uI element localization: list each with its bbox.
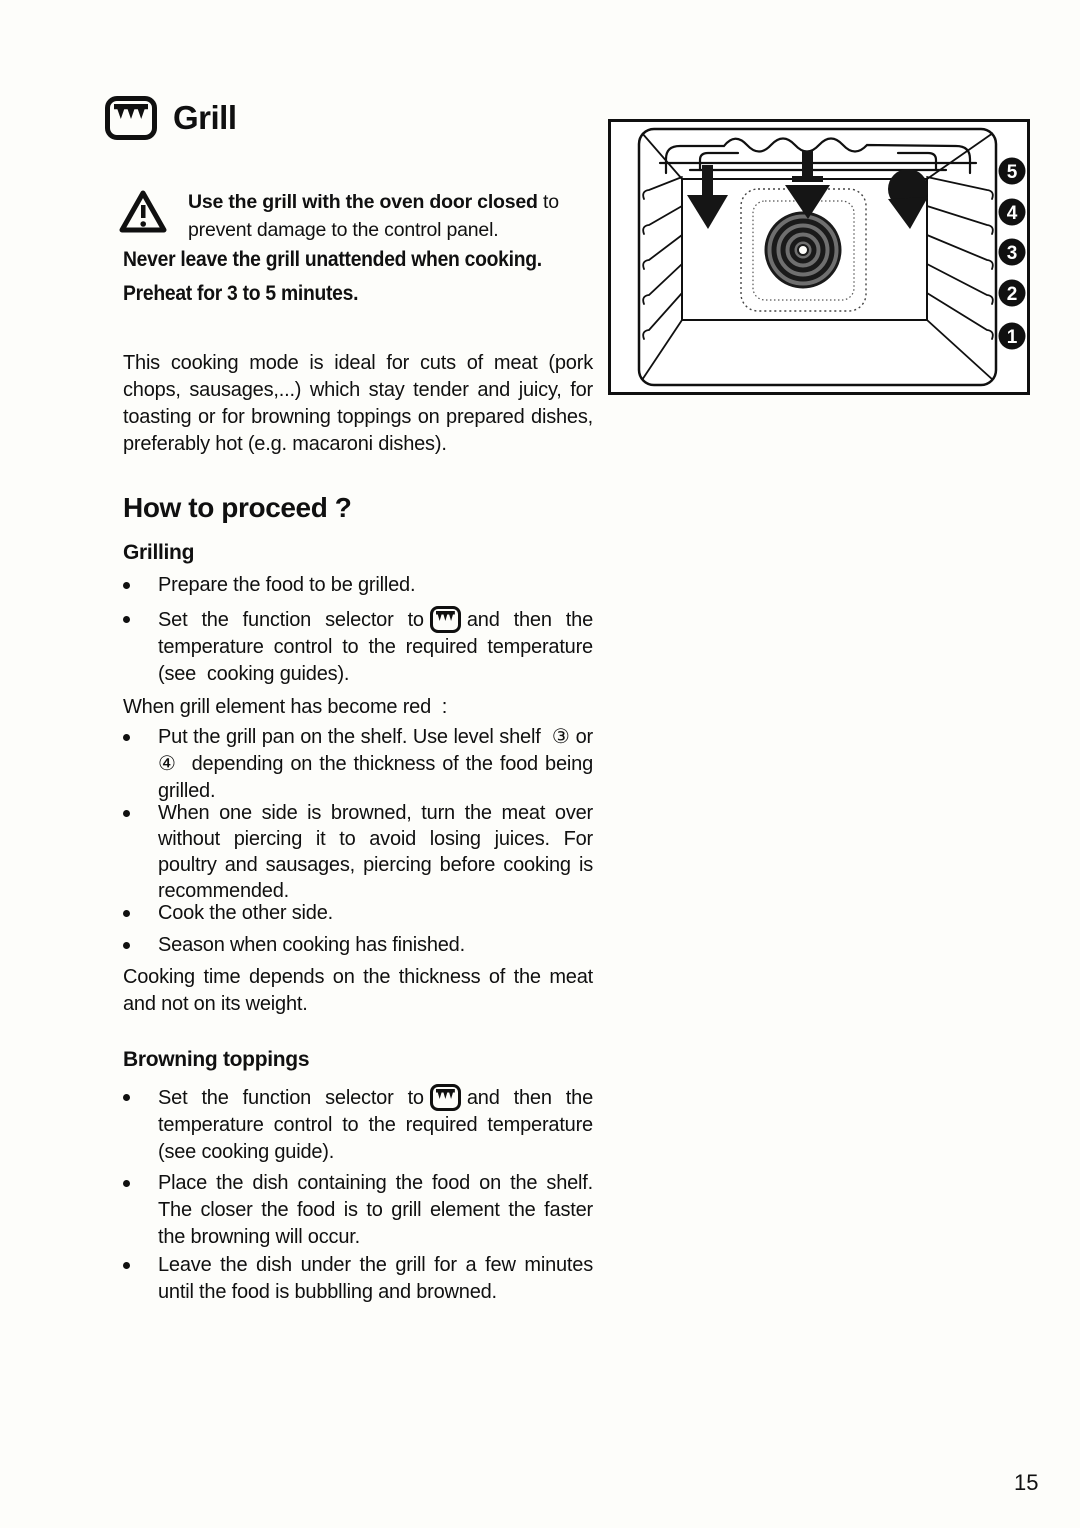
bullet-text: Place the dish containing the food on the shelf. The closer the food is to grill element the faster the browning will occur.	[158, 1172, 593, 1248]
warning-text-rest: to prevent damage to the control panel.	[188, 191, 559, 241]
grilling-heading: Grilling	[123, 541, 195, 564]
warning-block	[118, 188, 608, 244]
shelf-level-badge	[999, 280, 1026, 307]
page-number: 15	[1014, 1470, 1039, 1495]
bullet-icon	[123, 1084, 158, 1166]
grill-element-glyph	[436, 1089, 455, 1099]
bullet-text: Season when cooking has finished.	[158, 934, 465, 956]
grill-element-glyph	[114, 104, 148, 119]
list-item	[123, 1170, 593, 1251]
svg-text:1: 1	[1006, 327, 1018, 348]
grill-red-note: When grill element has become red :	[123, 696, 448, 718]
list-item	[123, 606, 593, 688]
grill-icon	[105, 96, 157, 140]
bullet-icon	[123, 572, 158, 599]
bullet-text-post: and then the temperature control to the required temperature (see cooking guide).	[158, 1087, 593, 1163]
bullet-text: Put the grill pan on the shelf. Use level shelf ③ or ④ depending on the thickness of the food being grilled.	[158, 726, 593, 802]
bullet-icon	[123, 606, 158, 688]
cooking-time-note: Cooking time depends on the thickness of the meat and not on its weight.	[123, 966, 593, 1015]
svg-text:5: 5	[1006, 162, 1018, 183]
notice-preheat: Preheat for 3 to 5 minutes.	[123, 282, 359, 305]
list-item	[123, 932, 593, 959]
intro-paragraph: This cooking mode is ideal for cuts of meat (pork chops, sausages,...) which stay tender and juicy, for toasting or for browning toppings on prepared dishes, preferably hot (e.g. macaroni dishes).	[123, 352, 593, 455]
bullet-text: Cook the other side.	[158, 902, 333, 924]
notice-never-leave: Never leave the grill unattended when cooking.	[123, 248, 542, 271]
fan-icon	[766, 213, 840, 287]
oven-diagram	[608, 119, 1030, 400]
list-item	[123, 900, 593, 927]
shelf-level-badge	[999, 199, 1026, 226]
bullet-text-pre: Set the function selector to	[158, 1087, 424, 1109]
bullet-text: Prepare the food to be grilled.	[158, 574, 416, 596]
bullet-text-post: and then the temperature control to the required temperature (see cooking guides).	[158, 609, 593, 685]
bullet-text: Leave the dish under the grill for a few minutes until the food is bubblling and browned.	[158, 1254, 593, 1303]
bullet-text	[158, 606, 593, 688]
svg-text:2: 2	[1006, 284, 1018, 305]
grill-element-glyph	[436, 611, 455, 621]
grill-function-icon	[430, 606, 461, 633]
section-header	[105, 96, 237, 140]
list-item	[123, 800, 593, 904]
shelf-level-badge	[999, 158, 1026, 185]
bullet-icon	[123, 800, 158, 904]
bullet-text	[158, 1084, 593, 1166]
browning-heading: Browning toppings	[123, 1048, 310, 1071]
list-item	[123, 1252, 593, 1306]
list-item	[123, 724, 593, 805]
bullet-icon	[123, 724, 158, 805]
bullet-icon	[123, 932, 158, 959]
svg-text:3: 3	[1006, 243, 1018, 264]
shelf-level-badge	[999, 239, 1026, 266]
bullet-text: When one side is browned, turn the meat over without piercing it to avoid losing juices. For poultry and sausages, piercing before cooking is recommended.	[158, 802, 593, 902]
list-item	[123, 1084, 593, 1166]
warning-text	[188, 188, 608, 244]
bullet-text-pre: Set the function selector to	[158, 609, 424, 631]
how-to-proceed-heading: How to proceed ?	[123, 492, 352, 523]
grill-function-icon	[430, 1084, 461, 1111]
svg-text:4: 4	[1006, 203, 1018, 224]
page-title: Grill	[173, 99, 237, 136]
warning-text-bold: Use the grill with the oven door closed	[188, 191, 538, 213]
oven-diagram-graphic	[608, 119, 1030, 395]
bullet-icon	[123, 900, 158, 927]
shelf-level-badge	[999, 323, 1026, 350]
list-item	[123, 572, 593, 599]
warning-icon	[118, 188, 168, 236]
bullet-icon	[123, 1170, 158, 1251]
bullet-icon	[123, 1252, 158, 1306]
